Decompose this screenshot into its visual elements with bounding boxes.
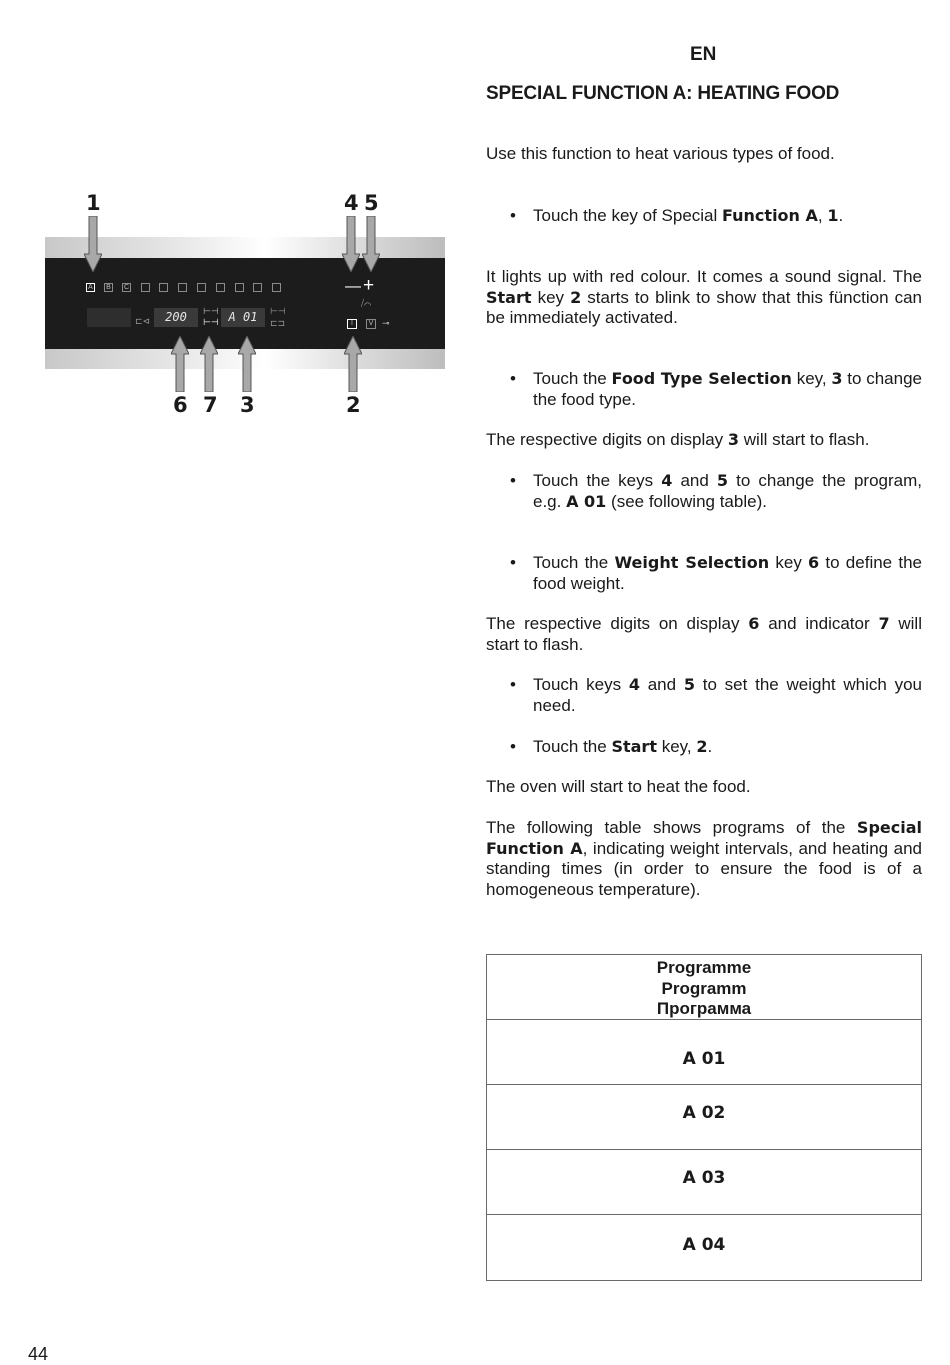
text: Touch the [533,737,612,756]
table-header [487,955,921,1020]
text: key [531,287,571,307]
arrow-up-icon [238,336,252,392]
function-a-icon [86,283,95,292]
arrow-down-icon [362,216,376,272]
table-row [487,1150,921,1215]
paragraph-table-intro [486,818,922,900]
arrow-down-icon [342,216,356,272]
bold-text: 4 [661,471,673,490]
time-indicator-icon: ⊢⊣ [270,306,286,316]
step-start [510,737,922,758]
text: to define the food weight. [533,553,922,593]
arrow-up-icon [171,336,185,392]
bold-text: Function A [722,206,818,225]
time-indicator-icon: ⊏⊐ [270,318,286,328]
bold-text: 5 [683,675,695,694]
oven-mode-icon [178,283,187,292]
table-row [487,1215,921,1280]
step-weight-selection [510,553,922,594]
header-line: Программа [656,999,752,1018]
bold-text: 6 [748,614,760,633]
text: Touch the key of Special [533,206,723,225]
bold-text: 7 [878,614,890,633]
key-lock-icon: ⊸ [382,318,390,328]
bold-text: Weight Selection [614,553,770,572]
bold-text: Special Function A [486,818,922,858]
bold-text: Food Type Selection [611,369,792,388]
step-function-a [510,206,922,227]
bold-text: 2 [570,287,582,307]
text: to set the weight which you need. [533,675,923,715]
text: will start to flash. [739,430,870,449]
bold-text: 6 [808,553,820,572]
program-table [486,954,922,1281]
lock-icon: ⧸⌒ [361,298,372,308]
text: It lights up with red colour. It comes a sound signal. The [486,267,922,286]
bullet-dot: • [510,206,516,225]
bullet-dot: • [510,553,516,572]
text: , [817,206,828,225]
bullet-dot: • [510,737,516,756]
oven-mode-icon [216,283,225,292]
paragraph-weight-flash [486,614,922,655]
bold-text: Start [611,737,657,756]
text: The respective digits on display [486,430,728,449]
paragraph-digits-flash [486,430,922,451]
callout-6: 6 [173,393,188,417]
minus-key: — [345,278,361,295]
confirm-key-icon [366,319,376,329]
language-code: EN [690,44,717,65]
text: and [672,471,717,490]
callout-3: 3 [240,393,255,417]
text: , indicating weight intervals, and heating and standing times (in order to ensure the food is of a homogeneous temperature). [486,838,922,899]
start-key-icon [347,319,357,329]
table-row [487,1020,921,1085]
weight-indicator-icon: ⊢⊣ [203,317,219,327]
text: and [639,675,684,694]
oven-mode-icon [159,283,168,292]
text: starts to blink to show that this fünction can be immediately activated. [486,287,922,327]
paragraph-lights-up [486,267,922,329]
callout-7: 7 [203,393,218,417]
table-cell: A 04 [682,1235,726,1255]
clock-indicator-icon: ⊏⊲ [135,316,151,326]
bold-text: 3 [831,369,843,388]
table-cell: A 02 [682,1103,726,1123]
callout-1: 1 [86,191,101,215]
text: Touch the [533,553,615,572]
text: Touch the keys [533,471,662,490]
page-title: SPECIAL FUNCTION A: HEATING FOOD [486,83,840,104]
bold-text: 4 [628,675,640,694]
arrow-up-icon [344,336,358,392]
icon-letter: A [88,284,93,291]
weight-display: 200 [154,308,198,327]
text: key, [791,369,832,388]
weight-indicator-icon: ⊢⊣ [203,306,219,316]
icon-letter: B [106,284,111,291]
text: The respective digits on display [486,614,749,633]
callout-4: 4 [344,191,359,215]
step-change-program [510,471,922,512]
page-number: 44 [28,1344,49,1364]
text: to change the food type. [533,369,922,409]
bold-text: Start [486,287,532,307]
callout-5: 5 [364,191,379,215]
oven-mode-icon [253,283,262,292]
function-c-icon [122,283,131,292]
text: The following table shows programs of the [486,818,857,837]
header-line: Programm [661,978,747,998]
text: to change the program, e.g. [533,471,922,511]
header-line: Programme [656,958,752,977]
icon-letter: V [368,320,374,327]
table-cell: A 01 [682,1049,726,1069]
bold-text: 3 [727,430,740,449]
text: . [707,737,713,756]
text: key, [656,737,697,756]
icon-letter: C [123,284,130,291]
oven-mode-icon [141,283,150,292]
arrow-down-icon [84,216,98,272]
text: key [769,553,809,572]
text: and indicator [759,614,879,633]
bold-text: 2 [696,737,708,756]
text: will start to flash. [486,614,922,654]
program-display: A 01 [221,308,265,327]
step-set-weight [510,675,922,716]
blank-display [87,308,131,327]
intro-paragraph: Use this function to heat various types of food. [486,144,835,163]
function-b-icon [104,283,113,292]
icon-letter: I [351,320,353,327]
text: Touch keys [533,675,629,694]
text: Touch the [533,369,612,388]
table-row [487,1085,921,1150]
bullet-dot: • [510,369,516,388]
bullet-dot: • [510,675,516,694]
oven-mode-icon [235,283,244,292]
paragraph-oven-heat: The oven will start to heat the food. [486,777,751,796]
table-cell: A 03 [682,1168,726,1188]
callout-2: 2 [346,393,361,417]
bullet-dot: • [510,471,516,490]
text: (see following table). [606,491,767,511]
arrow-up-icon [200,336,214,392]
oven-mode-icon [197,283,206,292]
step-food-type [510,369,922,410]
oven-mode-icon [272,283,281,292]
bold-text: 5 [716,471,729,490]
plus-key: + [363,275,375,296]
bold-text: A 01 [566,491,607,511]
text: . [838,206,844,225]
bold-text: 1 [827,206,839,225]
